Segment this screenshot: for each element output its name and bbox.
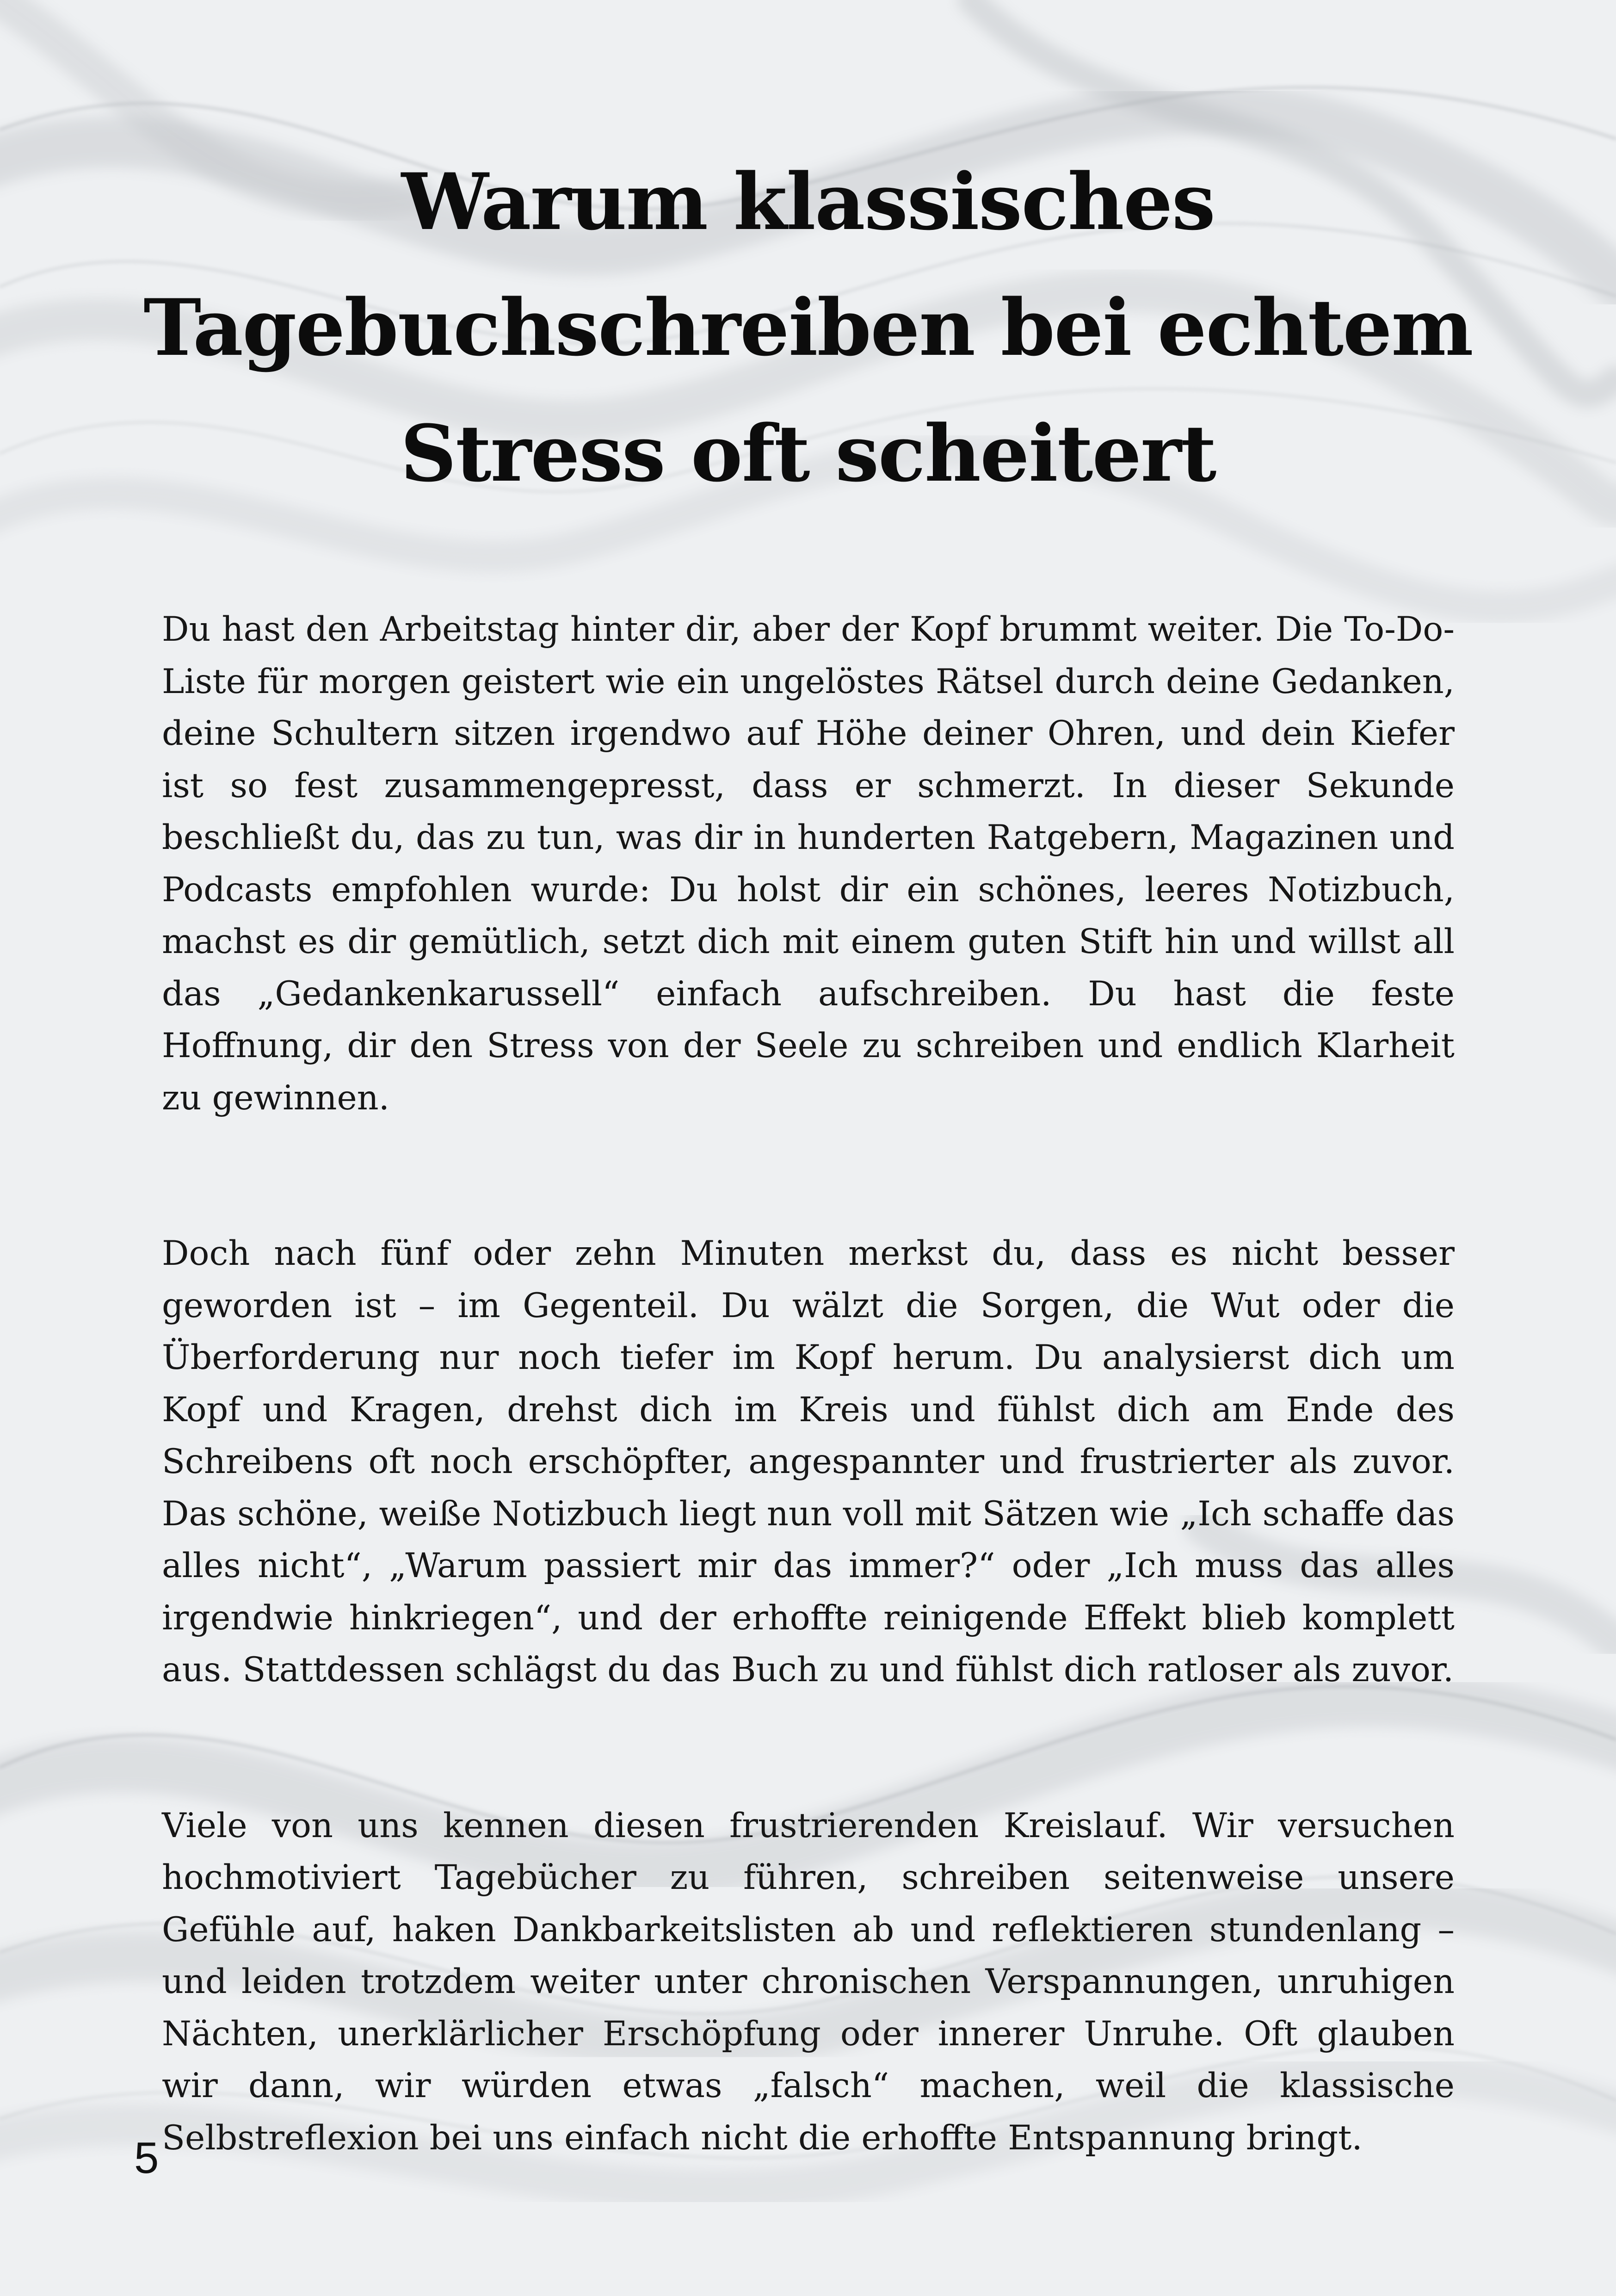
title-line-3: Stress oft scheitert [400, 408, 1216, 499]
title-line-1: Warum klassisches [401, 156, 1215, 248]
paragraph-1: Du hast den Arbeitstag hinter dir, aber der Kopf brummt weiter. Die To-Do-Liste für morgen geistert wie ein ungelöstes Rätsel durch deine Gedanken, deine Schultern sitzen irgendwo auf Höhe deiner Ohren, und dein Kiefer ist so fest zusammengepresst, dass er schmerzt. In dieser Sekunde beschließt du, das zu tun, was dir in hunderten Ratgebern, Magazinen und Podcasts empfohlen wurde: Du holst dir ein schönes, leeres Notizbuch, machst es dir gemütlich, setzt dich mit einem guten Stift hin und willst all das „Gedankenkarussell“ einfach aufschreiben. Du hast die feste Hoffnung, dir den Stress von der Seele zu schreiben und endlich Klarheit zu gewinnen. [162, 610, 1455, 1118]
paragraph-3: Viele von uns kennen diesen frustrierenden Kreislauf. Wir versuchen hochmotiviert Tagebücher zu führen, schreiben seitenweise unsere Gefühle auf, haken Dankbarkeitslisten ab und reflektieren stundenlang – und leiden trotzdem weiter unter chronischen Verspannungen, unruhigen Nächten, unerklärlicher Erschöpfung oder innerer Unruhe. Oft glauben wir dann, wir würden etwas „falsch“ machen, weil die klassische Selbstreflexion bei uns einfach nicht die erhoffte Entspannung bringt. [162, 1806, 1455, 2158]
title-line-2: Tagebuchschreiben bei echtem [143, 282, 1473, 373]
page-title [0, 139, 1616, 516]
page-number: 5 [134, 2133, 159, 2183]
body-text [162, 604, 1455, 2164]
paragraph-2: Doch nach fünf oder zehn Minuten merkst du, dass es nicht besser geworden ist – im Gegenteil. Du wälzt die Sorgen, die Wut oder die Überforderung nur noch tiefer im Kopf herum. Du analysierst dich um Kopf und Kragen, drehst dich im Kreis und fühlst dich am Ende des Schreibens oft noch erschöpfter, angespannter und frustrierter als zuvor. Das schöne, weiße Notizbuch liegt nun voll mit Sätzen wie „Ich schaffe das alles nicht“, „Warum passiert mir das immer?“ oder „Ich muss das alles irgendwie hinkriegen“, und der erhoffte reinigende Effekt blieb komplett aus. Stattdessen schlägst du das Buch zu und fühlst dich ratloser als zuvor. [162, 1234, 1455, 1690]
